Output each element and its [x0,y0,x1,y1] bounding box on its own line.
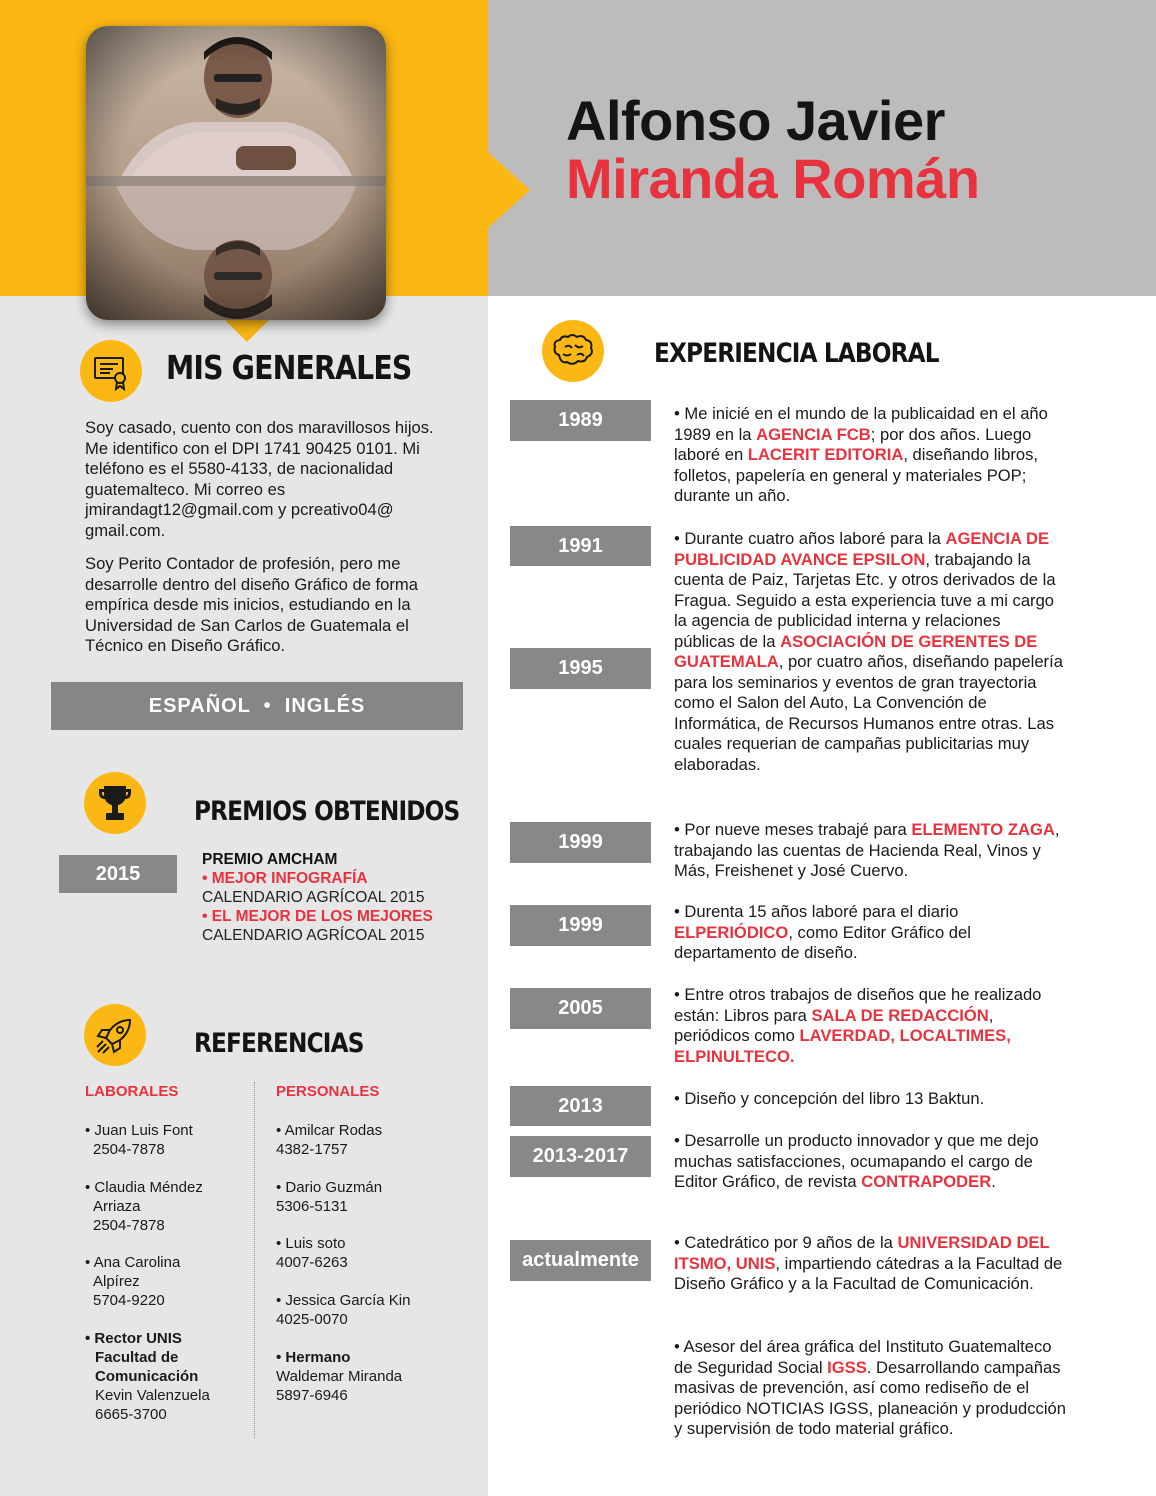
year-label: 2013 [558,1094,603,1117]
section-title-experiencia: EXPERIENCIA LABORAL [654,338,939,369]
entry-highlight: LACERIT EDITORIA [747,445,904,464]
rocket-icon [84,1004,146,1066]
award-item-1-sub: CALENDARIO AGRÍCOAL 2015 [202,889,425,906]
entry-highlight: ELEMENTO ZAGA [911,820,1055,839]
entry-highlight: LAVERDAD, LOCALTIMES, ELPINULTECO. [674,1026,1011,1066]
entry-text: , diseñando libros, folletos, papelería en general y materiales POP; durante un año. [674,445,1038,505]
entry-highlight: AGENCIA FCB [756,424,871,444]
year-label: 1991 [558,534,603,557]
experience-entry-1 [674,404,1066,507]
entry-text: • Diseño y concepción del libro 13 Baktun. [674,1089,985,1108]
certificate-icon [80,340,142,402]
entry-text: • Desarrolle un producto innovador y que me dejo muchas satisfacciones, ocumapando el cargo de Editor Gráfico, de revista [674,1131,1039,1191]
photo-pointer-decoration [223,318,271,342]
ref-personal-5 [276,1348,466,1405]
ref-laboral-3 [85,1253,245,1310]
ref-personal-4 [276,1291,466,1329]
year-box [510,400,651,441]
ref-divider [254,1082,255,1438]
year-box [510,988,651,1029]
trophy-icon [84,772,146,834]
ref-phone: 6665-3700 [95,1406,167,1423]
ref-name-bold-2: Facultad de [95,1349,179,1366]
entry-text: • Asesor del área gráfica del Instituto Guatemalteco de Seguridad Social [674,1337,1052,1377]
ref-phone: 4007-6263 [276,1254,348,1271]
ref-name-2: Arriaza [93,1198,141,1215]
year-box [510,1240,651,1281]
ref-name: • Jessica García Kin [276,1292,411,1309]
ref-phone: 2504-7878 [93,1217,165,1234]
entry-highlight: IGSS [827,1357,867,1377]
ref-name: • Amilcar Rodas [276,1122,383,1139]
year-label: 1999 [558,914,603,936]
entry-text: • Durante cuatro años laboré para la [674,529,946,548]
ref-personales-title: PERSONALES [276,1083,380,1100]
ref-name: • Hermano [276,1349,351,1366]
name-last-line: Miranda Román [566,147,980,210]
section-title-premios: PREMIOS OBTENIDOS [194,796,460,827]
award-details [202,850,433,945]
generales-paragraph-2: Soy Perito Contador de profesión, pero me desarrolle dentro del diseño Gráfico de forma empírica desde mis inicios, estudiando en la Universidad de San Carlos de Guatemala el Técnico en Diseño Gráfico. [85,554,418,655]
ref-laboral-4 [85,1329,245,1424]
ref-name: • Juan Luis Font [85,1122,193,1139]
experience-entry-6 [674,1089,1066,1110]
ref-phone: 4025-0070 [276,1311,348,1328]
ref-phone: 5897-6946 [276,1387,348,1404]
ref-laboral-2 [85,1178,245,1235]
brain-icon [542,320,604,382]
year-label: 1989 [558,409,603,431]
award-year-box [59,855,177,893]
ref-name: • Luis soto [276,1235,346,1252]
entry-highlight: AGENCIA DE PUBLICIDAD AVANCE EPSILON [674,529,1050,569]
entry-text: ; por dos años. Luego laboré en [674,424,1032,464]
year-label: 1999 [558,831,603,853]
generales-paragraph-1: Soy casado, cuento con dos maravillosos hijos. Me identifico con el DPI 1741 90425 0101. Mi teléfono es el 5580-4133, de nacionalidad guatemalteco. Mi correo es jmirandagt12@gmail.com y pcreativo04@ gmail.com. [85,418,434,540]
ref-laboral-1 [85,1121,245,1159]
entry-text: • Catedrático por 9 años de la [674,1233,898,1252]
entry-text: • Por nueve meses trabajé para [674,820,912,839]
entry-highlight: CONTRAPODER [861,1172,992,1191]
year-label: 2013-2017 [532,1145,629,1167]
ref-phone: 4382-1757 [276,1141,348,1158]
entry-text: . Desarrollando campañas masivas de prevención, así como rediseño de el periódico NOTICIAS IGSS, planeación y produdcción y supervisión de todo material gráfico. [674,1357,1066,1438]
year-box [510,1136,651,1177]
experience-entry-3 [674,820,1066,882]
profile-photo [86,26,386,320]
languages-label: ESPAÑOL • INGLÉS [148,694,366,717]
section-title-referencias: REFERENCIAS [194,1028,364,1059]
entry-text: . [991,1172,996,1191]
entry-highlight: ELPERIÓDICO [674,922,789,942]
ref-name: • Ana Carolina [85,1254,181,1271]
ref-personal-1 [276,1121,466,1159]
experience-entry-7 [674,1131,1066,1193]
year-box [510,822,651,863]
ref-name: • Dario Guzmán [276,1179,383,1196]
ref-personal-2 [276,1178,466,1216]
ref-name-2: Alpírez [93,1273,140,1290]
award-item-1: • MEJOR INFOGRAFÍA [202,870,368,887]
entry-text: • Durenta 15 años laboré para el diario [674,902,959,921]
ref-phone: 5306-5131 [276,1198,348,1215]
experience-entry-4 [674,902,1066,964]
award-title: PREMIO AMCHAM [202,851,338,868]
entry-text: , periódicos como [674,1005,994,1045]
ref-name-2: Kevin Valenzuela [95,1387,210,1404]
entry-highlight: SALA DE REDACCIÓN [811,1005,989,1025]
ref-name: • Claudia Méndez [85,1179,203,1196]
experience-entry-2 [674,529,1066,775]
entry-text: • Me inicié en el mundo de la publicaidad en el año 1989 en la [674,404,1048,444]
entry-text: , trabajando la cuenta de Paiz, Tarjetas Etc. y otros derivados de la Fragua. Seguido a esta experiencia tuve a mi cargo la agencia de publicidad interna y relaciones públicas de la [674,549,1056,651]
ref-phone: 5704-9220 [93,1292,165,1309]
year-label: 2005 [558,997,603,1019]
entry-text: • Entre otros trabajos de diseños que he realizado están: Libros para [674,985,1042,1025]
year-label: actualmente [522,1249,639,1271]
year-box [510,1086,651,1126]
experience-entry-5 [674,985,1066,1067]
award-year: 2015 [95,862,141,885]
ref-name: • Rector UNIS [85,1330,182,1347]
year-box [510,526,651,566]
entry-text: , trabajando las cuentas de Hacienda Real, Vinos y Más, Freishenet y José Cuervo. [674,820,1060,880]
entry-text: , como Editor Gráfico del departamento de diseño. [674,922,971,962]
ref-name-2: Waldemar Miranda [276,1368,403,1385]
entry-highlight: UNIVERSIDAD DEL ITSMO, UNIS [674,1233,1050,1273]
section-title-generales: MIS GENERALES [166,348,412,387]
ref-name-bold-3: Comunicación [95,1368,199,1385]
languages-bar [51,682,463,730]
experience-entry-8 [674,1233,1066,1295]
entry-text: , impartiendo cátedras a la Facultad de Diseño Gráfico y a la Facultad de Comunicación. [674,1253,1063,1293]
award-item-2: • EL MEJOR DE LOS MEJORES [202,908,433,925]
year-label: 1995 [558,657,603,679]
year-box [510,905,651,946]
header-arrow-decoration [488,152,530,228]
ref-laborales-title: LABORALES [85,1083,179,1100]
entry-text: , por cuatro años, diseñando papelería para los seminarios y eventos de gran trayectoria como el Salon del Auto, La Convención de Informática, de Recursos Humanos entre otras. Las cuales requerian de campañas publicitarias muy elaboradas. [674,652,1063,774]
name-first-line: Alfonso Javier [566,89,945,152]
award-item-2-sub: CALENDARIO AGRÍCOAL 2015 [202,927,425,944]
year-box [510,648,651,689]
ref-phone: 2504-7878 [93,1141,165,1158]
entry-highlight: ASOCIACIÓN DE GERENTES DE GUATEMALA [674,631,1038,671]
ref-personal-3 [276,1234,466,1272]
experience-entry-9 [674,1337,1066,1440]
